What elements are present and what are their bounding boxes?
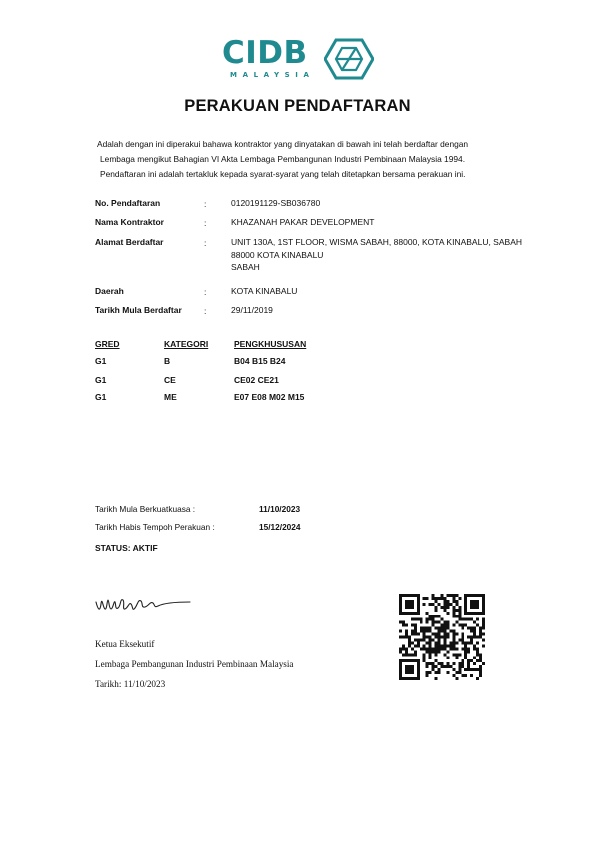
grade-cell: G1: [95, 392, 107, 402]
status-label: STATUS: AKTIF: [95, 543, 158, 553]
specialisation-header: PENGKHUSUSAN: [234, 339, 307, 349]
registration-number-label: No. Pendaftaran: [95, 198, 161, 208]
field-separator: :: [204, 238, 207, 248]
specialisation-cell: CE02 CE21: [234, 375, 279, 385]
grade-cell: G1: [95, 375, 107, 385]
cidb-hexagon-logo-icon: [324, 38, 374, 80]
contractor-name-label: Nama Kontraktor: [95, 217, 164, 227]
logo-country: MALAYSIA: [230, 71, 315, 79]
grade-header: GRED: [95, 339, 120, 349]
qr-modules: [399, 594, 485, 680]
field-separator: :: [204, 306, 207, 316]
signature-icon: [94, 590, 194, 616]
cidb-logo: [222, 36, 374, 84]
category-cell: ME: [164, 392, 177, 402]
expiry-date-label: Tarikh Habis Tempoh Perakuan :: [95, 522, 215, 532]
field-separator: :: [204, 218, 207, 228]
field-separator: :: [204, 199, 207, 209]
signatory-position: Ketua Eksekutif: [95, 639, 155, 649]
address-label: Alamat Berdaftar: [95, 237, 164, 247]
intro-line: Adalah dengan ini diperakui bahawa kontraktor yang dinyatakan di bawah ini telah berdaftar dengan: [97, 139, 469, 149]
category-cell: B: [164, 356, 171, 366]
intro-line: Pendaftaran ini adalah tertakluk kepada syarat-syarat yang telah ditetapkan bersama perakuan ini.: [100, 169, 466, 179]
grade-cell: G1: [95, 356, 107, 366]
field-separator: :: [204, 287, 207, 297]
signatory-organisation: Lembaga Pembangunan Industri Pembinaan Malaysia: [95, 659, 294, 669]
page-title: PERAKUAN PENDAFTARAN: [184, 97, 411, 115]
qr-code-icon: [399, 594, 485, 680]
contractor-name-value: KHAZANAH PAKAR DEVELOPMENT: [231, 217, 375, 227]
address-line: UNIT 130A, 1ST FLOOR, WISMA SABAH, 88000, KOTA KINABALU, SABAH: [231, 237, 522, 247]
district-label: Daerah: [95, 286, 124, 296]
specialisation-cell: B04 B15 B24: [234, 356, 286, 366]
address-line: 88000 KOTA KINABALU: [231, 250, 324, 260]
effective-date-label: Tarikh Mula Berkuatkuasa :: [95, 504, 196, 514]
district-value: KOTA KINABALU: [231, 286, 298, 296]
effective-date-value: 11/10/2023: [259, 504, 301, 514]
registration-number-value: 0120191129-SB036780: [231, 198, 321, 208]
category-header: KATEGORI: [164, 339, 209, 349]
intro-line: Lembaga mengikut Bahagian VI Akta Lembaga Pembangunan Industri Pembinaan Malaysia 1994.: [100, 154, 466, 164]
address-line: SABAH: [231, 262, 260, 272]
logo-brand: CIDB: [222, 35, 308, 71]
specialisation-cell: E07 E08 M02 M15: [234, 392, 305, 402]
registration-start-date-label: Tarikh Mula Berdaftar: [95, 305, 182, 315]
category-cell: CE: [164, 375, 176, 385]
intro-paragraph: [97, 137, 517, 182]
expiry-date-value: 15/12/2024: [259, 522, 301, 532]
registration-start-date-value: 29/11/2019: [231, 305, 273, 315]
signature-date: Tarikh: 11/10/2023: [95, 679, 166, 689]
